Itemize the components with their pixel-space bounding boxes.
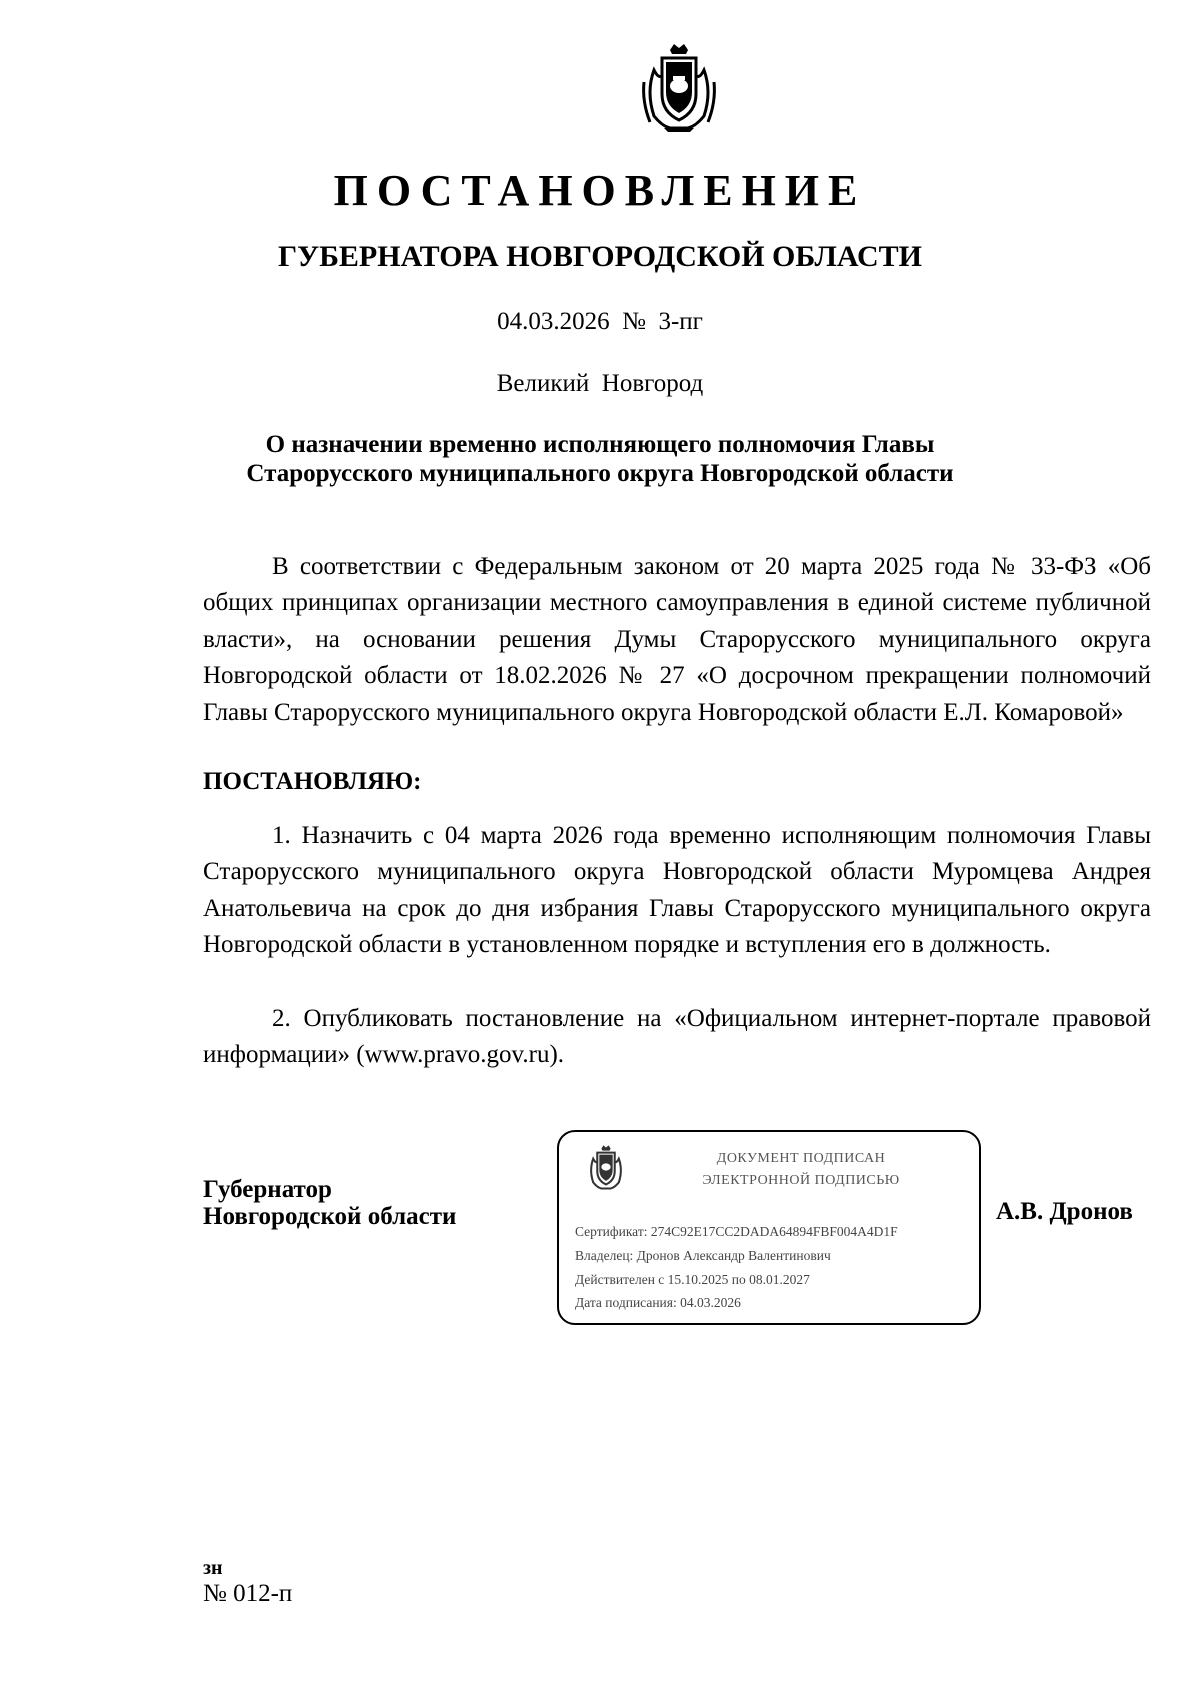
stamp-coat-of-arms-icon: [586, 1144, 626, 1192]
stamp-signing-date: Дата подписания: 04.03.2026: [575, 1295, 741, 1310]
resolution-item-1: 1. Назначить с 04 марта 2026 года временно исполняющим полномочия Главы Старорусского муниципального округа Новгородской области Муромцева Андрея Анатольевича на срок до дня избрания Главы Старорусского муниципального округа Новгородской области в установленном порядке и вступления его в должность.: [203, 822, 1151, 959]
city-part-1: Великий: [496, 370, 590, 397]
stamp-owner: Владелец: Дронов Александр Валентинович: [575, 1248, 831, 1263]
signer-position-line-1: Губернатор: [203, 1176, 332, 1203]
stamp-heading: [641, 1148, 961, 1192]
stamp-heading-line-1: ДОКУМЕНТ ПОДПИСАН: [716, 1151, 886, 1166]
issuer-subtitle: ГУБЕРНАТОРА НОВГОРОДСКОЙ ОБЛАСТИ: [277, 240, 923, 273]
number-sign: №: [622, 308, 646, 335]
place-of-issue: [0, 370, 1200, 398]
coat-of-arms-icon: [640, 42, 718, 134]
resolve-word: ПОСТАНОВЛЯЮ:: [203, 768, 422, 795]
signer-position: [203, 1176, 456, 1230]
heading-line-1: О назначении временно исполняющего полномочия Главы: [265, 431, 935, 458]
stamp-certificate: Сертификат: 274C92E17CC2DADA64894FBF004A4D1F: [575, 1224, 898, 1239]
document-date: 04.03.2026: [497, 308, 610, 335]
document-number: 3-пг: [658, 308, 703, 335]
stamp-validity: Действителен с 15.10.2025 по 08.01.2027: [575, 1272, 810, 1287]
city-part-2: Новгород: [601, 370, 704, 397]
document-type-title: ПОСТАНОВЛЕНИЕ: [333, 166, 867, 215]
registration-line: [0, 308, 1200, 336]
resolution-item-2: 2. Опубликовать постановление на «Официальном интернет-портале правовой информации» (www.pravo.gov.ru).: [203, 1005, 1151, 1069]
footer-number: № 012-п: [203, 1580, 293, 1607]
electronic-signature-stamp: [557, 1130, 981, 1325]
heading-line-2: Старорусского муниципального округа Новгородской области: [246, 460, 954, 487]
footer-code: зн: [203, 1557, 223, 1579]
stamp-heading-line-2: ЭЛЕКТРОННОЙ ПОДПИСЬЮ: [702, 1173, 900, 1188]
preamble-paragraph: В соответствии с Федеральным законом от 20 марта 2025 года № 33-ФЗ «Об общих принципах организации местного самоуправления в единой системе публичной власти», на основании решения Думы Старорусского муниципального округа Новгородской области от 18.02.2026 № 27 «О досрочном прекращении полномочий Главы Старорусского муниципального округа Новгородской области Е.Л. Комаровой»: [203, 553, 1151, 726]
signer-position-line-2: Новгородской области: [203, 1203, 457, 1230]
signer-name: А.В. Дронов: [996, 1198, 1133, 1225]
document-heading: [0, 430, 1200, 488]
